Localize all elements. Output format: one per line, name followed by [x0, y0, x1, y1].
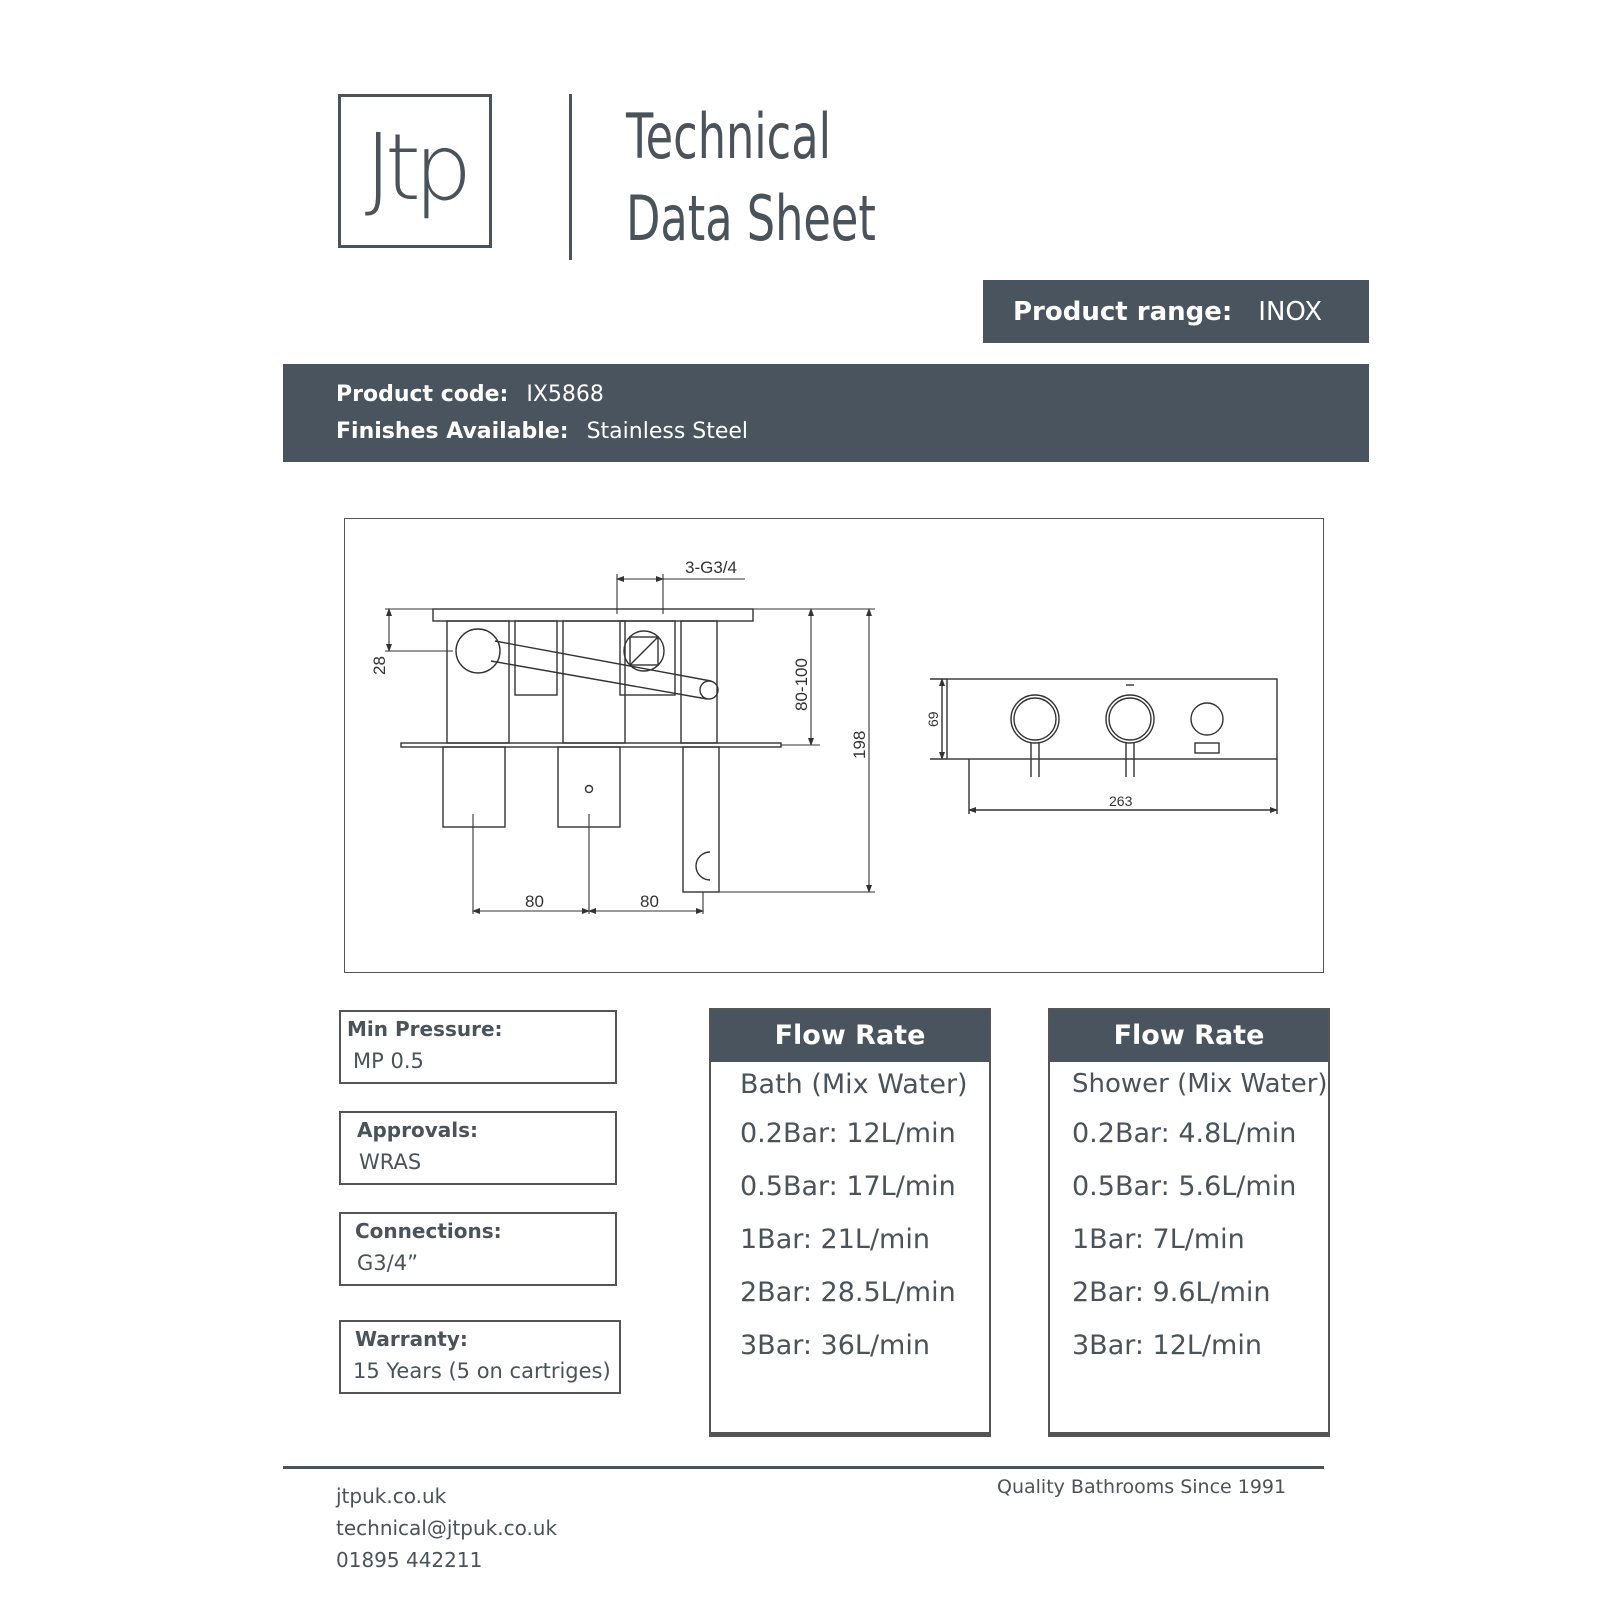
dim-80-right-label: 80 — [640, 892, 659, 911]
dim-80-100-label: 80-100 — [792, 658, 811, 711]
spec-value: MP 0.5 — [353, 1049, 424, 1073]
spec-min-pressure — [339, 1010, 617, 1084]
title-line-2: Data Sheet — [626, 182, 876, 255]
flow-bath-row: 0.5Bar: 17L/min — [740, 1171, 956, 1202]
spec-label: Connections: — [355, 1219, 502, 1243]
flow-shower-row: 0.2Bar: 4.8L/min — [1072, 1118, 1297, 1149]
dimension-labels — [370, 558, 1133, 911]
product-code-row — [336, 376, 1369, 413]
product-range-label: Product range: — [1013, 296, 1233, 327]
spec-label: Approvals: — [357, 1118, 479, 1142]
side-view — [401, 609, 781, 892]
footer-website[interactable]: jtpuk.co.uk — [336, 1484, 447, 1508]
header-divider — [569, 94, 572, 260]
product-code-value: IX5868 — [526, 382, 604, 407]
dim-80-left-label: 80 — [525, 892, 544, 911]
finishes-label: Finishes Available: — [336, 419, 569, 444]
spec-connections — [339, 1212, 617, 1286]
flow-shower-title: Flow Rate — [1050, 1010, 1328, 1062]
flow-bath-title: Flow Rate — [711, 1010, 989, 1062]
front-plate — [947, 679, 1277, 759]
flow-shower-row: 3Bar: 12L/min — [1072, 1330, 1262, 1361]
flow-bath-subtitle: Bath (Mix Water) — [740, 1069, 968, 1100]
footer-phone: 01895 442211 — [336, 1548, 483, 1572]
spec-label: Min Pressure: — [347, 1017, 503, 1041]
front-handle-left — [1011, 695, 1059, 743]
dimension-lines — [385, 574, 875, 914]
finishes-value: Stainless Steel — [586, 419, 749, 444]
product-range-bar — [983, 280, 1369, 343]
logo-text: Jtp — [364, 114, 466, 221]
front-view — [930, 679, 1277, 814]
product-code-label: Product code: — [336, 382, 509, 407]
flow-bath-row: 3Bar: 36L/min — [740, 1330, 930, 1361]
dim-connections-label: 3-G3/4 — [685, 558, 737, 577]
flow-shower-row: 2Bar: 9.6L/min — [1072, 1277, 1271, 1308]
flow-bath-row: 2Bar: 28.5L/min — [740, 1277, 956, 1308]
flow-rate-shower — [1048, 1008, 1330, 1437]
dim-263-label: 263 — [1109, 793, 1133, 809]
spec-value: G3/4” — [357, 1251, 418, 1275]
spec-warranty — [339, 1320, 621, 1394]
technical-drawing — [344, 518, 1324, 973]
brand-logo — [338, 94, 492, 248]
product-info-bar — [283, 364, 1369, 462]
flow-shower-subtitle: Shower (Mix Water) — [1072, 1069, 1328, 1099]
product-range-value: INOX — [1258, 296, 1323, 327]
top-plate — [433, 609, 753, 621]
flow-rate-bath — [709, 1008, 991, 1437]
handle-circle — [456, 629, 500, 673]
title-line-1: Technical — [626, 100, 831, 173]
flow-bath-row: 0.2Bar: 12L/min — [740, 1118, 956, 1149]
finishes-row — [336, 413, 1369, 450]
spec-approvals — [339, 1111, 617, 1185]
spec-value: 15 Years (5 on cartriges) — [353, 1359, 611, 1383]
flow-shower-row: 1Bar: 7L/min — [1072, 1224, 1245, 1255]
dim-69-label: 69 — [925, 711, 941, 727]
dim-198-label: 198 — [850, 730, 869, 759]
front-outlet — [1191, 703, 1223, 735]
dim-28-label: 28 — [370, 656, 389, 675]
spec-label: Warranty: — [355, 1327, 468, 1351]
drawing-svg — [345, 519, 1325, 974]
footer-divider — [283, 1466, 1324, 1469]
spec-value: WRAS — [359, 1150, 422, 1174]
flow-shower-row: 0.5Bar: 5.6L/min — [1072, 1171, 1297, 1202]
footer-email[interactable]: technical@jtpuk.co.uk — [336, 1516, 558, 1540]
footer-tagline: Quality Bathrooms Since 1991 — [997, 1476, 1287, 1498]
flow-bath-row: 1Bar: 21L/min — [740, 1224, 930, 1255]
front-handle-right — [1106, 695, 1154, 743]
